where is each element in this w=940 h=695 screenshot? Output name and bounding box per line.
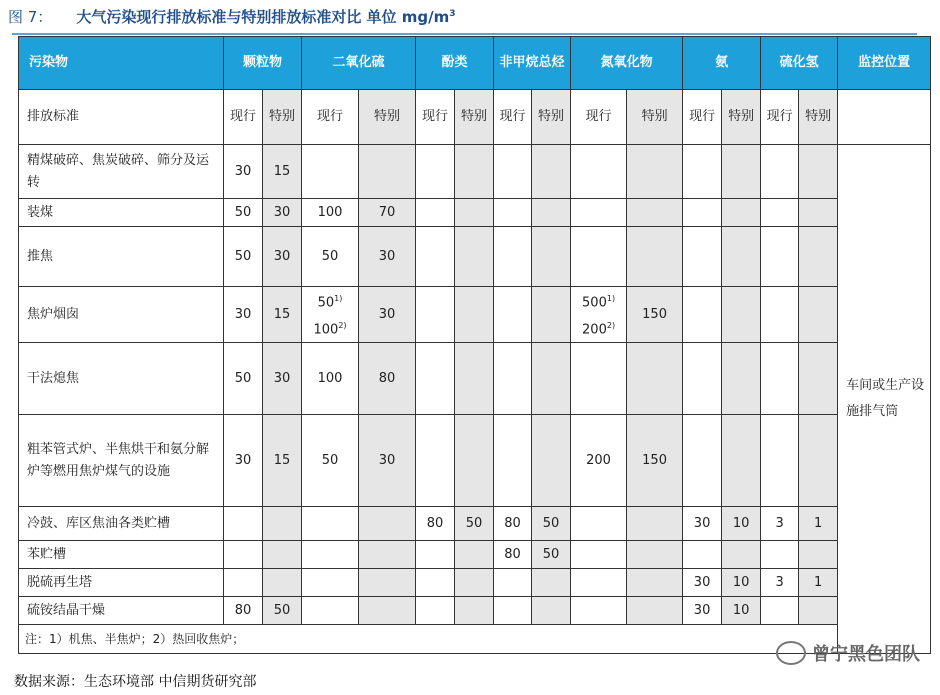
cell-so2-c bbox=[302, 145, 359, 199]
cell-nm-s bbox=[532, 287, 571, 343]
std-current: 现行 bbox=[571, 90, 627, 145]
cell-pm-c: 80 bbox=[224, 597, 263, 625]
cell-nh3-c bbox=[683, 287, 722, 343]
cell-ph-c bbox=[416, 343, 455, 415]
cell-h2s-s bbox=[799, 227, 838, 287]
table-row bbox=[19, 569, 931, 597]
unit-superscript: 3 bbox=[449, 9, 456, 19]
cell-pm-s: 30 bbox=[263, 199, 302, 227]
cell-nox-s bbox=[627, 343, 683, 415]
cell-h2s-c: 3 bbox=[761, 507, 799, 541]
cell-h2s-c bbox=[761, 287, 799, 343]
cell-h2s-c bbox=[761, 541, 799, 569]
cell-h2s-c bbox=[761, 145, 799, 199]
cell-pm-s: 30 bbox=[263, 227, 302, 287]
cell-chimney-so2 bbox=[302, 287, 359, 343]
std-special: 特别 bbox=[359, 90, 416, 145]
cell-h2s-s bbox=[799, 415, 838, 507]
cell-nh3-c bbox=[683, 227, 722, 287]
cell-nox-c bbox=[571, 343, 627, 415]
cell-nh3-s bbox=[722, 227, 761, 287]
cell-nox-s: 150 bbox=[627, 287, 683, 343]
table-row bbox=[19, 597, 931, 625]
watermark-text: 曾宁黑色团队 bbox=[812, 644, 920, 665]
std-special: 特别 bbox=[263, 90, 302, 145]
cell-ph-c bbox=[416, 597, 455, 625]
row-label: 硫铵结晶干燥 bbox=[19, 597, 224, 625]
figure-caption bbox=[8, 6, 456, 30]
cell-so2-c: 100 bbox=[302, 199, 359, 227]
cell-nh3-s: 10 bbox=[722, 569, 761, 597]
standard-row bbox=[19, 90, 931, 145]
watermark bbox=[776, 640, 920, 666]
cell-h2s-s: 1 bbox=[799, 507, 838, 541]
cell-ph-s bbox=[455, 287, 494, 343]
header-nox: 氮氧化物 bbox=[571, 37, 683, 90]
std-special: 特别 bbox=[722, 90, 761, 145]
cell-pm-c bbox=[224, 569, 263, 597]
cell-nox-s bbox=[627, 145, 683, 199]
monitor-blank bbox=[838, 90, 931, 145]
cell-ph-s bbox=[455, 541, 494, 569]
cell-nox-c bbox=[571, 569, 627, 597]
cell-so2-s: 30 bbox=[359, 415, 416, 507]
cell-ph-s bbox=[455, 597, 494, 625]
cell-so2-c: 50 bbox=[302, 227, 359, 287]
row-label: 苯贮槽 bbox=[19, 541, 224, 569]
table-row bbox=[19, 199, 931, 227]
cell-pm-c: 30 bbox=[224, 287, 263, 343]
cell-nh3-c: 30 bbox=[683, 597, 722, 625]
cell-ph-s bbox=[455, 145, 494, 199]
figure-title: 大气污染现行排放标准与特别排放标准对比 单位 mg/m bbox=[76, 8, 450, 26]
cell-nm-c bbox=[494, 227, 532, 287]
cell-nm-c bbox=[494, 597, 532, 625]
cell-ph-s bbox=[455, 343, 494, 415]
cell-ph-c: 80 bbox=[416, 507, 455, 541]
cell-nh3-c bbox=[683, 541, 722, 569]
cell-nh3-c: 30 bbox=[683, 507, 722, 541]
cell-nh3-c bbox=[683, 199, 722, 227]
cell-nm-s: 50 bbox=[532, 541, 571, 569]
cell-ph-c bbox=[416, 227, 455, 287]
table-row bbox=[19, 415, 931, 507]
cell-pm-c bbox=[224, 541, 263, 569]
cell-ph-c bbox=[416, 145, 455, 199]
cell-nm-s bbox=[532, 199, 571, 227]
cell-pm-s: 30 bbox=[263, 343, 302, 415]
cell-so2-s: 70 bbox=[359, 199, 416, 227]
cell-ph-c bbox=[416, 415, 455, 507]
cell-so2-c bbox=[302, 507, 359, 541]
cell-pm-s bbox=[263, 569, 302, 597]
cell-so2-c: 50 bbox=[302, 415, 359, 507]
cell-pm-c: 30 bbox=[224, 145, 263, 199]
cell-so2-s: 30 bbox=[359, 227, 416, 287]
cell-nh3-c: 30 bbox=[683, 569, 722, 597]
cell-h2s-s bbox=[799, 287, 838, 343]
cell-nh3-c bbox=[683, 415, 722, 507]
cell-nh3-c bbox=[683, 145, 722, 199]
cell-so2-s: 80 bbox=[359, 343, 416, 415]
note-ref: 1) bbox=[334, 294, 343, 304]
cell-pm-c: 50 bbox=[224, 343, 263, 415]
cell-pm-s bbox=[263, 507, 302, 541]
cell-so2-s bbox=[359, 541, 416, 569]
cell-so2-s bbox=[359, 145, 416, 199]
row-label: 脱硫再生塔 bbox=[19, 569, 224, 597]
cell-nm-s bbox=[532, 597, 571, 625]
table-row bbox=[19, 145, 931, 199]
table-row bbox=[19, 507, 931, 541]
header-pollutant: 污染物 bbox=[19, 37, 224, 90]
cell-pm-c bbox=[224, 507, 263, 541]
cell-nm-c: 80 bbox=[494, 541, 532, 569]
cell-nox-s bbox=[627, 227, 683, 287]
cell-nh3-s: 10 bbox=[722, 507, 761, 541]
cell-so2-c bbox=[302, 541, 359, 569]
cell-nox-c bbox=[571, 507, 627, 541]
chimney-nox-a: 500 bbox=[582, 295, 607, 311]
row-label: 精煤破碎、焦炭破碎、筛分及运转 bbox=[19, 145, 224, 199]
std-special: 特别 bbox=[455, 90, 494, 145]
cell-nox-s bbox=[627, 199, 683, 227]
note-ref: 2) bbox=[606, 320, 616, 330]
cell-nm-c bbox=[494, 415, 532, 507]
row-label: 粗苯管式炉、半焦烘干和氨分解炉等燃用焦炉煤气的设施 bbox=[19, 415, 224, 507]
cell-nox-s: 150 bbox=[627, 415, 683, 507]
wechat-icon bbox=[776, 641, 806, 665]
cell-nm-c bbox=[494, 287, 532, 343]
cell-nox-c: 200 bbox=[571, 415, 627, 507]
emission-standards-table bbox=[18, 36, 931, 654]
table-row bbox=[19, 343, 931, 415]
cell-pm-s: 50 bbox=[263, 597, 302, 625]
std-current: 现行 bbox=[224, 90, 263, 145]
cell-nox-c bbox=[571, 597, 627, 625]
cell-h2s-s bbox=[799, 199, 838, 227]
std-current: 现行 bbox=[683, 90, 722, 145]
cell-nm-s bbox=[532, 569, 571, 597]
chimney-so2-a: 50 bbox=[317, 295, 335, 311]
cell-h2s-c: 3 bbox=[761, 569, 799, 597]
std-special: 特别 bbox=[532, 90, 571, 145]
cell-so2-c bbox=[302, 597, 359, 625]
row-label: 冷鼓、库区焦油各类贮槽 bbox=[19, 507, 224, 541]
cell-nox-c bbox=[571, 541, 627, 569]
cell-pm-c: 50 bbox=[224, 199, 263, 227]
cell-so2-s bbox=[359, 507, 416, 541]
cell-pm-s: 15 bbox=[263, 145, 302, 199]
std-current: 现行 bbox=[302, 90, 359, 145]
std-special: 特别 bbox=[799, 90, 838, 145]
header-monitor: 监控位置 bbox=[838, 37, 931, 90]
cell-h2s-s bbox=[799, 145, 838, 199]
cell-nh3-s: 10 bbox=[722, 597, 761, 625]
table-row bbox=[19, 287, 931, 343]
header-nmhc: 非甲烷总烃 bbox=[494, 37, 571, 90]
cell-h2s-s bbox=[799, 597, 838, 625]
cell-pm-s bbox=[263, 541, 302, 569]
chimney-so2-b: 100 bbox=[313, 321, 339, 337]
cell-nh3-s bbox=[722, 541, 761, 569]
header-ammonia: 氨 bbox=[683, 37, 761, 90]
caption-divider bbox=[12, 33, 917, 35]
cell-nm-c bbox=[494, 199, 532, 227]
cell-pm-c: 30 bbox=[224, 415, 263, 507]
std-current: 现行 bbox=[761, 90, 799, 145]
cell-nh3-s bbox=[722, 287, 761, 343]
row-label: 装煤 bbox=[19, 199, 224, 227]
cell-nox-c bbox=[571, 199, 627, 227]
table-row bbox=[19, 227, 931, 287]
cell-nm-c: 80 bbox=[494, 507, 532, 541]
cell-h2s-c bbox=[761, 227, 799, 287]
header-particulate: 颗粒物 bbox=[224, 37, 302, 90]
figure-number: 图 7： bbox=[8, 8, 53, 26]
cell-ph-s bbox=[455, 199, 494, 227]
monitor-location: 车间或生产设施排气筒 bbox=[838, 145, 931, 654]
cell-so2-c: 100 bbox=[302, 343, 359, 415]
std-current: 现行 bbox=[416, 90, 455, 145]
cell-pm-s: 15 bbox=[263, 415, 302, 507]
cell-nh3-s bbox=[722, 415, 761, 507]
table-note: 注：1）机焦、半焦炉；2）热回收焦炉； bbox=[19, 625, 838, 654]
cell-so2-s bbox=[359, 597, 416, 625]
header-so2: 二氧化硫 bbox=[302, 37, 416, 90]
data-source: 数据来源：生态环境部 中信期货研究部 bbox=[14, 674, 257, 690]
table-row bbox=[19, 541, 931, 569]
cell-ph-s bbox=[455, 415, 494, 507]
cell-nox-c bbox=[571, 145, 627, 199]
cell-pm-s: 15 bbox=[263, 287, 302, 343]
cell-nm-s bbox=[532, 415, 571, 507]
cell-nox-s bbox=[627, 597, 683, 625]
cell-chimney-nox bbox=[571, 287, 627, 343]
cell-nm-s bbox=[532, 227, 571, 287]
cell-nh3-c bbox=[683, 343, 722, 415]
cell-ph-s bbox=[455, 569, 494, 597]
cell-ph-c bbox=[416, 287, 455, 343]
row-label: 推焦 bbox=[19, 227, 224, 287]
row-label: 干法熄焦 bbox=[19, 343, 224, 415]
cell-nm-c bbox=[494, 343, 532, 415]
header-row bbox=[19, 37, 931, 90]
cell-nm-c bbox=[494, 569, 532, 597]
cell-nox-s bbox=[627, 507, 683, 541]
cell-nox-s bbox=[627, 541, 683, 569]
cell-h2s-c bbox=[761, 343, 799, 415]
cell-h2s-s bbox=[799, 343, 838, 415]
cell-h2s-c bbox=[761, 415, 799, 507]
cell-ph-s bbox=[455, 227, 494, 287]
header-h2s: 硫化氢 bbox=[761, 37, 838, 90]
cell-h2s-c bbox=[761, 597, 799, 625]
cell-ph-s: 50 bbox=[455, 507, 494, 541]
row-label: 焦炉烟囱 bbox=[19, 287, 224, 343]
cell-ph-c bbox=[416, 199, 455, 227]
cell-nh3-s bbox=[722, 199, 761, 227]
cell-nh3-s bbox=[722, 343, 761, 415]
chimney-nox-b: 200 bbox=[582, 321, 607, 337]
header-phenol: 酚类 bbox=[416, 37, 494, 90]
cell-nox-s bbox=[627, 569, 683, 597]
cell-pm-c: 50 bbox=[224, 227, 263, 287]
cell-nox-c bbox=[571, 227, 627, 287]
std-special: 特别 bbox=[627, 90, 683, 145]
cell-nm-s: 50 bbox=[532, 507, 571, 541]
cell-so2-s bbox=[359, 569, 416, 597]
cell-so2-s: 30 bbox=[359, 287, 416, 343]
cell-nh3-s bbox=[722, 145, 761, 199]
note-ref: 2) bbox=[338, 320, 347, 330]
cell-ph-c bbox=[416, 541, 455, 569]
standard-label: 排放标准 bbox=[19, 90, 224, 145]
note-ref: 1) bbox=[606, 294, 616, 304]
cell-ph-c bbox=[416, 569, 455, 597]
cell-h2s-s bbox=[799, 541, 838, 569]
cell-nm-s bbox=[532, 145, 571, 199]
cell-nm-c bbox=[494, 145, 532, 199]
cell-nm-s bbox=[532, 343, 571, 415]
std-current: 现行 bbox=[494, 90, 532, 145]
cell-h2s-c bbox=[761, 199, 799, 227]
cell-so2-c bbox=[302, 569, 359, 597]
cell-h2s-s: 1 bbox=[799, 569, 838, 597]
